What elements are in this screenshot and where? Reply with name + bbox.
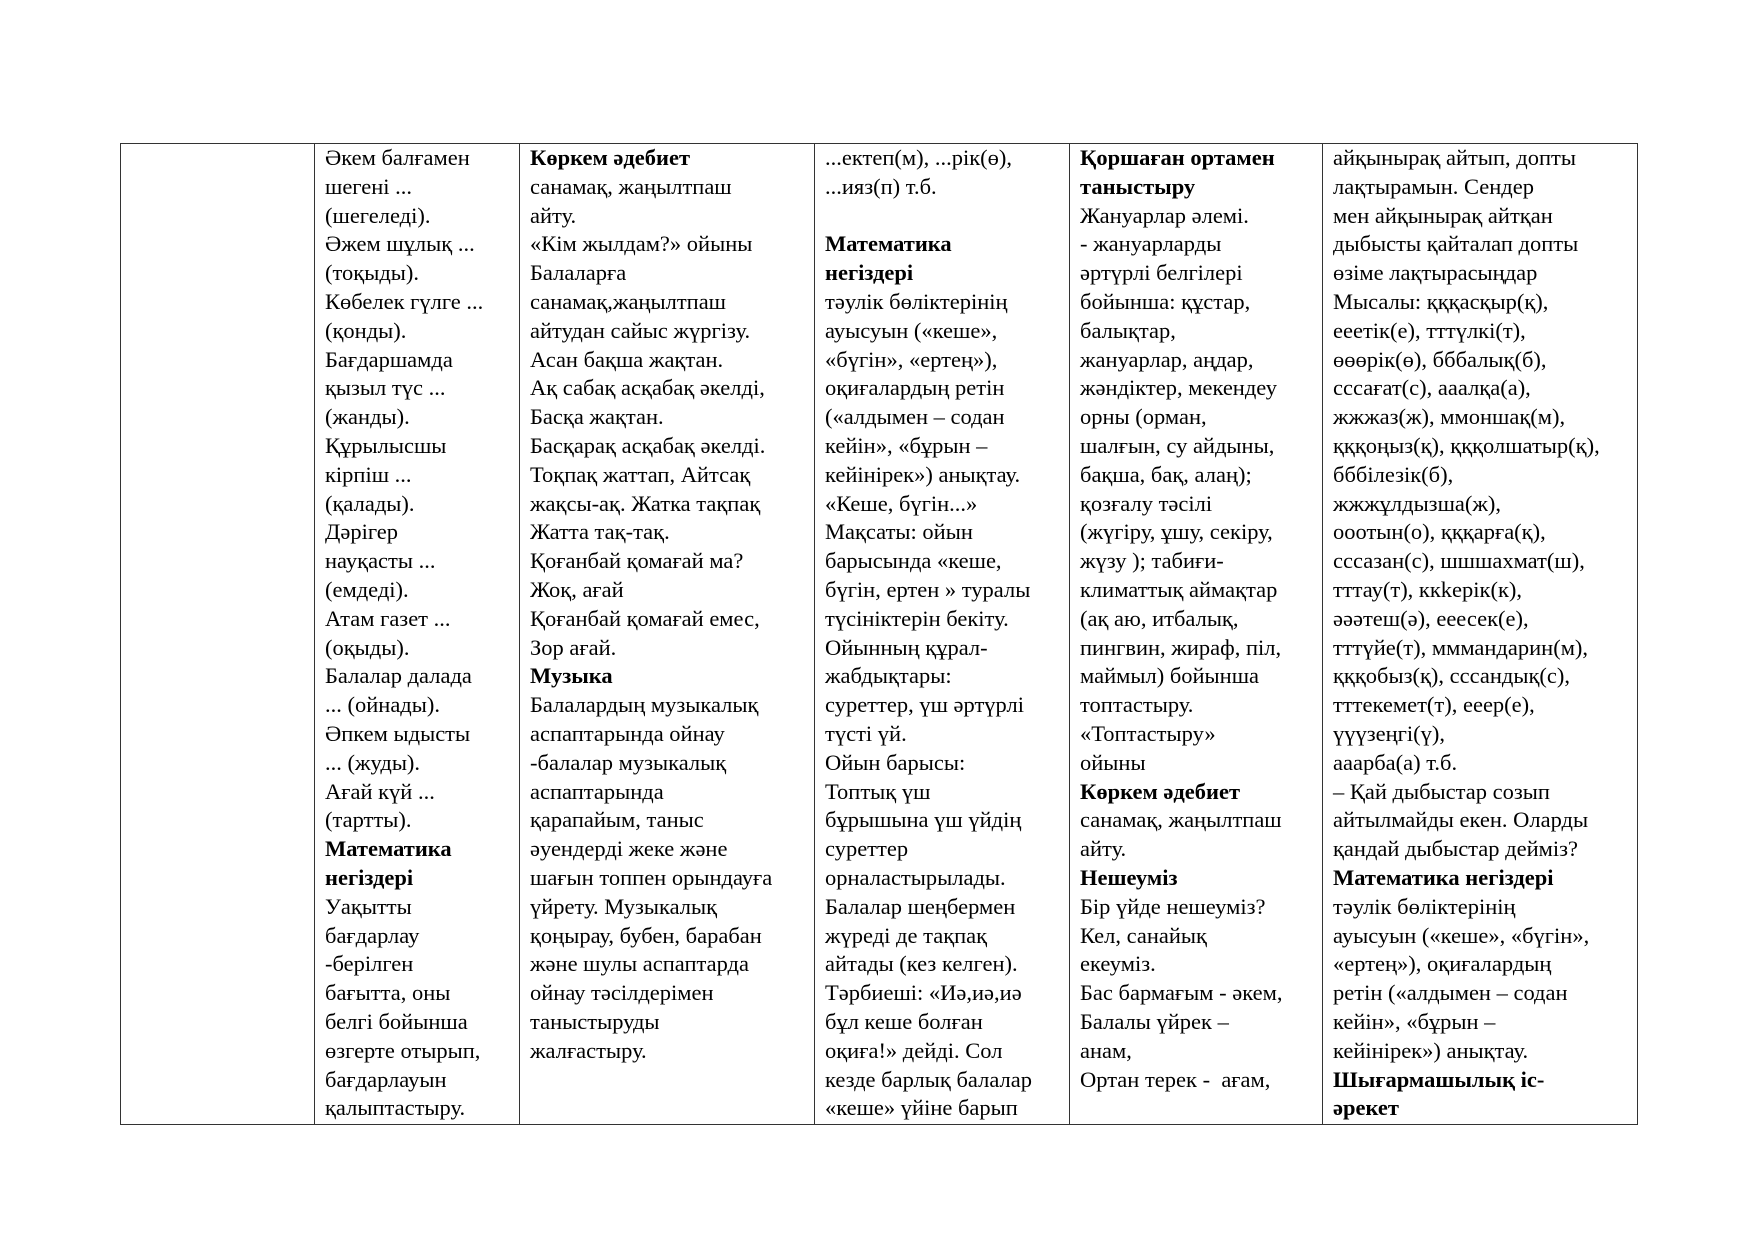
cell-text-line: әәәтеш(ә), ееесек(е), <box>1333 605 1529 631</box>
cell-text-line: аспаптарында ойнау <box>530 720 725 746</box>
cell-text-line: өзгерте отырып, <box>325 1037 481 1063</box>
cell-text-line: Балаларға <box>530 260 627 286</box>
cell-text-line: Әкем балғамен <box>325 145 470 170</box>
cell-text-line: айту. <box>530 202 577 228</box>
cell-text-line: ауысуын («кеше», <box>825 317 998 343</box>
cell-text-line: және шулы аспаптарда <box>530 951 749 977</box>
cell-text-line: түсті үй. <box>825 720 907 746</box>
table-row <box>121 144 1638 1125</box>
cell-text-line: Балалар далада <box>325 663 472 689</box>
cell-text-line: айтады (кез келген). <box>825 951 1018 977</box>
cell-text-line: орналастырылады. <box>825 864 1006 890</box>
cell-text-line: Бас бармағым - әкем, <box>1080 980 1283 1006</box>
cell-text-line: қққоңыз(қ), қққолшатыр(қ), <box>1333 432 1600 458</box>
cell-text-line: айтылмайды екен. Оларды <box>1333 807 1589 833</box>
cell-text-line: тттекемет(т), ееер(е), <box>1333 692 1535 718</box>
cell-text-line: санамақ, жаңылтпаш <box>1080 807 1282 833</box>
cell-text-line <box>825 202 1059 231</box>
cell-text-line: ауысуын («кеше», «бүгін», <box>1333 922 1590 948</box>
cell-heading-line: Математика <box>325 836 452 862</box>
cell-text-line: (жүгіру, ұшу, секіру, <box>1080 519 1273 545</box>
cell-text-line: тәулік бөліктерінің <box>825 288 1008 314</box>
cell-text-line: «кеше» үйіне барып <box>825 1095 1018 1121</box>
cell-text-line: «ертең»), оқиғалардың <box>1333 951 1552 977</box>
cell-text-line: (ақ аю, итбалық, <box>1080 605 1239 631</box>
cell-text-line: балықтар, <box>1080 317 1176 343</box>
cell-text-line: кейін», «бұрын – <box>825 432 988 458</box>
cell-heading-line: Математика негіздері <box>1333 864 1554 890</box>
cell-text-line: Ақ сабақ асқабақ әкелді, <box>530 375 765 401</box>
cell-text-line: кезде барлық балалар <box>825 1066 1032 1092</box>
cell-text-line: жжжұлдызша(ж), <box>1333 490 1502 516</box>
cell-text-line: ойнау тәсілдерімен <box>530 980 714 1006</box>
cell-text-line: кейін», «бұрын – <box>1333 1008 1496 1034</box>
cell-text-line: Ойынның құрал- <box>825 634 988 660</box>
cell-text-line: айту. <box>1080 836 1127 862</box>
cell-text-line: орны (орман, <box>1080 404 1207 430</box>
cell-text-line: өзіме лақтырасыңдар <box>1333 260 1538 286</box>
lesson-plan-table <box>120 143 1638 1125</box>
cell-text-line: пингвин, жираф, піл, <box>1080 634 1282 660</box>
cell-heading-line: Математика <box>825 231 952 257</box>
cell-text-line: шағын топпен орындауға <box>530 864 773 890</box>
cell-text-line: санамақ,жаңылтпаш <box>530 288 727 314</box>
cell-text-line: әуендерді жеке және <box>530 836 728 862</box>
cell-text-line: оқиғалардың ретін <box>825 375 1005 401</box>
cell-text-line: Асан бақша жақтан. <box>530 346 724 372</box>
cell-text-line: Бағдаршамда <box>325 346 453 372</box>
cell-text-line: ...ектеп(м), ...рік(ө), <box>825 145 1012 170</box>
cell-text-line: Бір үйде нешеуміз? <box>1080 893 1266 919</box>
cell-text-line: (тартты). <box>325 807 412 833</box>
cell-text-line: барысында «кеше, <box>825 548 1002 574</box>
cell-text-line: Топтық үш <box>825 778 931 804</box>
cell-text-line: суреттер, үш әртүрлі <box>825 692 1024 718</box>
cell-text-line: Мысалы: қққасқыр(қ), <box>1333 288 1549 314</box>
cell-text-line: белгі бойынша <box>325 1008 468 1034</box>
cell-text-line: ... (ойнады). <box>325 692 440 718</box>
cell-text-line: бойынша: құстар, <box>1080 288 1251 314</box>
cell-text-line: үйрету. Музыкалық <box>530 893 718 919</box>
cell-text-line: лақтырамын. Сендер <box>1333 173 1534 199</box>
cell-text-line: қандай дыбыстар дейміз? <box>1333 836 1578 862</box>
cell-heading-line: Көркем әдебиет <box>1080 778 1241 804</box>
cell-text-line: оқиға!» дейді. Сол <box>825 1037 1003 1063</box>
cell-text-line: ...ияз(п) т.б. <box>825 173 937 199</box>
cell-text-line: (емдеді). <box>325 576 409 602</box>
cell-text-line: анам, <box>1080 1037 1132 1063</box>
cell-text-line: - жануарларды <box>1080 231 1222 257</box>
cell-text-line: Жатта тақ-тақ. <box>530 519 670 545</box>
cell-text-line: бағдарлауын <box>325 1066 447 1092</box>
cell-text-line: өөөрік(ө), бббалық(б), <box>1333 346 1547 372</box>
cell-text-line: қалыптастыру. <box>325 1095 466 1121</box>
cell-text-line: айқынырақ айтып, допты <box>1333 145 1576 170</box>
cell-text-line: түсініктерін бекіту. <box>825 605 1009 631</box>
cell-text-line: қызыл түс ... <box>325 375 446 401</box>
cell-text-line: ооотын(о), қққарға(қ), <box>1333 519 1546 545</box>
cell-text-line: Атам газет ... <box>325 605 451 631</box>
cell-text-line: санамақ, жаңылтпаш <box>530 173 732 199</box>
cell-text-line: Көбелек гүлге ... <box>325 288 484 314</box>
table-cell-col-2 <box>315 144 520 1125</box>
cell-text-line: үүүзеңгі(ү), <box>1333 720 1446 746</box>
cell-text-line: Уақытты <box>325 893 412 919</box>
cell-text-line: (тоқыды). <box>325 260 420 286</box>
cell-text-line: (шегеледі). <box>325 202 431 228</box>
cell-text-line: «Кім жылдам?» ойыны <box>530 231 753 257</box>
cell-text-line: айтудан сайыс жүргізу. <box>530 317 751 343</box>
cell-text-line: жалғастыру. <box>530 1037 647 1063</box>
cell-text-line: тәулік бөліктерінің <box>1333 893 1516 919</box>
cell-text-line: жүзу ); табиғи- <box>1080 548 1224 574</box>
cell-heading-line: әрекет <box>1333 1095 1399 1121</box>
cell-text-line: бағытта, оны <box>325 980 451 1006</box>
cell-text-line: аспаптарында <box>530 778 664 804</box>
cell-text-line: Ойын барысы: <box>825 749 966 775</box>
table-cell-col-3 <box>520 144 815 1125</box>
cell-text-line: – Қай дыбыстар созып <box>1333 778 1550 804</box>
cell-heading-line: таныстыру <box>1080 173 1196 199</box>
cell-heading-line: Көркем әдебиет <box>530 145 691 170</box>
cell-text-line: тттүйе(т), мммандарин(м), <box>1333 634 1589 660</box>
cell-text-line: ретін («алдымен – содан <box>1333 980 1568 1006</box>
table-cell-col-4 <box>815 144 1070 1125</box>
cell-text-line: Мақсаты: ойын <box>825 519 973 545</box>
cell-heading-line: Шығармашылық іс- <box>1333 1066 1545 1092</box>
table-cell-col-5 <box>1070 144 1323 1125</box>
cell-text-line: мен айқынырақ айтқан <box>1333 202 1553 228</box>
cell-text-line: Ортан терек - ағам, <box>1080 1066 1271 1092</box>
cell-text-line: Тоқпақ жаттап, Айтсақ <box>530 461 751 487</box>
cell-text-line: Қоғанбай қомағай ма? <box>530 548 744 574</box>
cell-text-line: шегені ... <box>325 173 413 199</box>
cell-text-line: (қонды). <box>325 317 407 343</box>
cell-text-line: кірпіш ... <box>325 461 412 487</box>
cell-text-line: бұрышына үш үйдің <box>825 807 1022 833</box>
cell-text-line: (оқыды). <box>325 634 410 660</box>
cell-text-line: тттау(т), ккkерік(к), <box>1333 576 1523 602</box>
cell-text-line: ... (жуды). <box>325 749 421 775</box>
cell-text-line: климаттық аймақтар <box>1080 576 1278 602</box>
cell-text-line: жабдықтары: <box>825 663 952 689</box>
cell-text-line: екеуміз. <box>1080 951 1156 977</box>
cell-text-line: кейінірек») анықтау. <box>825 461 1021 487</box>
cell-text-line: ааарба(а) т.б. <box>1333 749 1458 775</box>
cell-text-line: «бүгін», «ертең»), <box>825 346 998 372</box>
table-cell-col-6 <box>1323 144 1638 1125</box>
cell-text-line: Тәрбиеші: «Иә,иә,иә <box>825 980 1022 1006</box>
cell-heading-line: негіздері <box>825 260 914 286</box>
cell-text-line: жәндіктер, мекендеу <box>1080 375 1277 401</box>
cell-text-line: бұл кеше болған <box>825 1008 983 1034</box>
cell-text-line: Дәрігер <box>325 519 399 545</box>
cell-text-line: дыбысты қайталап допты <box>1333 231 1579 257</box>
cell-heading-line: Музыка <box>530 663 613 689</box>
cell-text-line: кейінірек») анықтау. <box>1333 1037 1529 1063</box>
cell-text-line: Әпкем ыдысты <box>325 720 471 746</box>
cell-text-line: науқасты ... <box>325 548 436 574</box>
cell-text-line: қққобыз(қ), сссандық(с), <box>1333 663 1571 689</box>
cell-text-line: таныстыруды <box>530 1008 660 1034</box>
cell-heading-line: негіздері <box>325 864 414 890</box>
cell-heading-line: Қоршаған ортамен <box>1080 145 1275 170</box>
cell-text-line: бақша, бақ, алаң); <box>1080 461 1252 487</box>
table-cell-col-1 <box>121 144 315 1125</box>
cell-text-line: (қалады). <box>325 490 415 516</box>
cell-text-line: ойыны <box>1080 749 1146 775</box>
cell-text-line: Балалар шеңбермен <box>825 893 1016 919</box>
cell-text-line: -берілген <box>325 951 414 977</box>
cell-text-line: сссағат(с), ааалқа(а), <box>1333 375 1531 401</box>
cell-text-line: Жануарлар әлемі. <box>1080 202 1249 228</box>
cell-text-line: Басқарақ асқабақ әкелді. <box>530 432 766 458</box>
cell-text-line: Зор ағай. <box>530 634 617 660</box>
cell-text-line: Әжем шұлық ... <box>325 231 475 257</box>
cell-text-line: Құрылысшы <box>325 432 447 458</box>
cell-text-line: жжжаз(ж), ммоншақ(м), <box>1333 404 1566 430</box>
cell-text-line: «Топтастыру» <box>1080 720 1216 746</box>
cell-text-line: маймыл) бойынша <box>1080 663 1260 689</box>
cell-text-line: сссазан(с), шшшахмат(ш), <box>1333 548 1585 574</box>
cell-text-line: бббілезік(б), <box>1333 461 1454 487</box>
cell-text-line: жануарлар, аңдар, <box>1080 346 1254 372</box>
cell-text-line: жүреді де тақпақ <box>825 922 988 948</box>
cell-text-line: -балалар музыкалық <box>530 749 727 775</box>
cell-text-line: (жанды). <box>325 404 410 430</box>
cell-text-line: қозғалу тәсілі <box>1080 490 1213 516</box>
cell-text-line: жақсы-ақ. Жатка тақпақ <box>530 490 761 516</box>
cell-text-line: қарапайым, таныс <box>530 807 704 833</box>
cell-text-line: Балалардың музыкалық <box>530 692 759 718</box>
cell-text-line: Басқа жақтан. <box>530 404 664 430</box>
cell-text-line: ееетік(е), тттүлкі(т), <box>1333 317 1526 343</box>
cell-text-line: («алдымен – содан <box>825 404 1005 430</box>
cell-text-line: Кел, санайық <box>1080 922 1207 948</box>
cell-text-line: әртүрлі белгілері <box>1080 260 1243 286</box>
cell-text-line: суреттер <box>825 836 909 862</box>
cell-text-line: қоңырау, бубен, барабан <box>530 922 762 948</box>
cell-heading-line: Нешеуміз <box>1080 864 1178 890</box>
cell-text-line: Ағай күй ... <box>325 778 435 804</box>
cell-text-line: «Кеше, бүгін...» <box>825 490 978 516</box>
cell-text-line: бүгін, ертен » туралы <box>825 576 1031 602</box>
cell-text-line: Қоғанбай қомағай емес, <box>530 605 760 631</box>
cell-text-line: шалғын, су айдыны, <box>1080 432 1275 458</box>
cell-text-line: бағдарлау <box>325 922 420 948</box>
cell-text-line: топтастыру. <box>1080 692 1194 718</box>
cell-text-line: Балалы үйрек – <box>1080 1008 1229 1034</box>
cell-text-line: Жоқ, ағай <box>530 576 624 602</box>
